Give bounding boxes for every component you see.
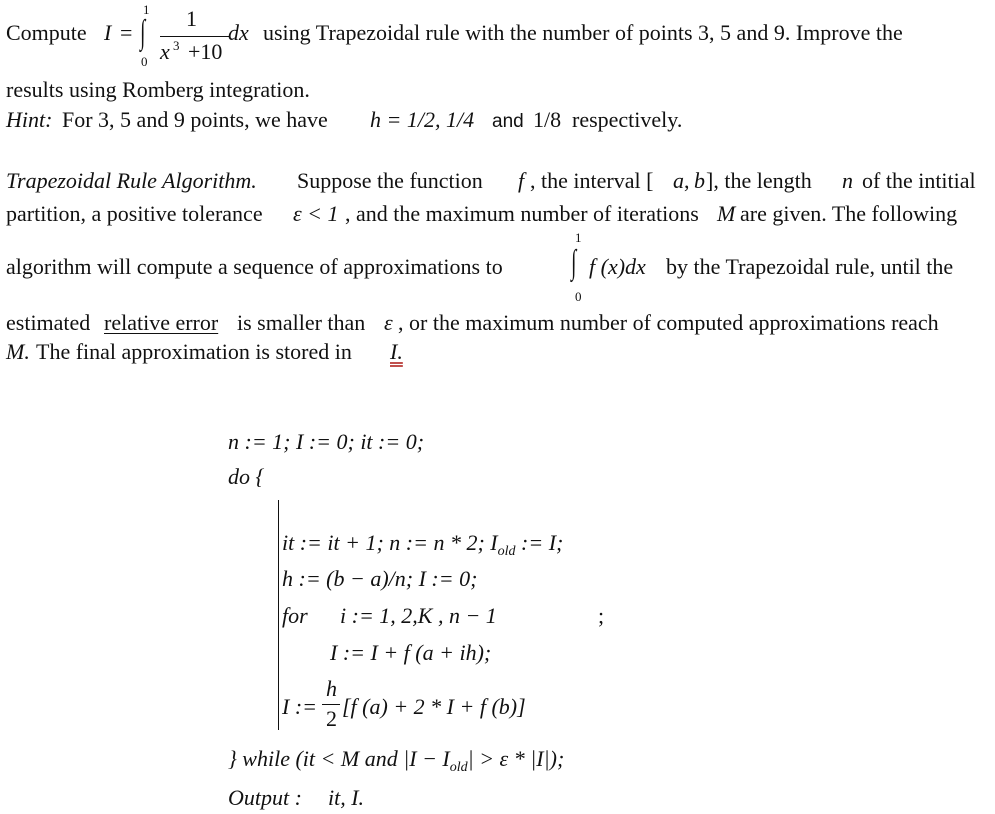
desc-l1-comma: , <box>684 168 690 193</box>
code-final-numerator: h <box>326 676 337 701</box>
integral-lower-limit: 0 <box>141 54 148 69</box>
var-I: I <box>104 20 112 45</box>
desc-integrand: f (x)dx <box>589 254 646 279</box>
code-line1-sub: old <box>497 544 516 559</box>
desc-l2b: , and the maximum number of iterations <box>345 201 699 226</box>
code-init: n := 1; I := 0; it := 0; <box>228 429 425 454</box>
code-final-denominator: 2 <box>326 706 337 731</box>
desc-l3b: by the Trapezoidal rule, until the <box>666 254 954 279</box>
desc-l5-I: I. <box>390 339 403 364</box>
hint-label: Hint: <box>6 107 53 132</box>
code-while <box>228 746 564 776</box>
desc-l1-b: b <box>694 168 705 193</box>
fraction-denominator-rest: +10 <box>188 39 223 64</box>
code-for-semicolon: ; <box>598 603 605 628</box>
desc-l1d: of the intitial <box>862 168 976 193</box>
code-final-I: I := <box>282 694 317 719</box>
desc-l2-M: M <box>717 201 736 226</box>
relative-error-link[interactable]: relative error <box>104 310 219 335</box>
code-line1-main: it := it + 1; n := n * 2; I <box>282 530 498 555</box>
hint-end: respectively. <box>572 107 683 132</box>
code-do: do { <box>228 464 265 489</box>
problem-line2-text: results using Romberg integration. <box>6 77 310 102</box>
desc-l4-eps: ε <box>384 310 393 335</box>
code-line1 <box>282 530 563 560</box>
fraction-denominator-x: x <box>160 39 170 64</box>
desc-integral-upper: 1 <box>575 230 582 245</box>
fraction-numerator: 1 <box>186 6 197 31</box>
compute-label: Compute <box>6 20 87 45</box>
desc-l1-a: a <box>673 168 684 193</box>
problem-line1-text: using Trapezoidal rule with the number of points 3, 5 and 9. Improve the <box>263 20 903 45</box>
desc-integral-lower: 0 <box>575 289 582 304</box>
code-final-expression: [f (a) + 2 * I + f (b)] <box>342 694 526 719</box>
code-while-b: (it < M and |I − I <box>295 746 450 771</box>
hint-text: For 3, 5 and 9 points, we have <box>62 107 328 132</box>
desc-l5a: The final approximation is stored in <box>36 339 352 364</box>
equals-sign: = <box>120 20 133 45</box>
dx-label: dx <box>228 20 249 45</box>
code-for-range: i := 1, 2,K , n − 1 <box>340 603 497 628</box>
desc-l1c: ], the length <box>706 168 812 193</box>
desc-l5-M: M. <box>6 339 30 364</box>
desc-l1-f: f <box>518 168 525 193</box>
desc-integral-sign: ∫ <box>571 244 577 281</box>
hint-h-values: h = 1/2, 1/4 <box>370 107 475 132</box>
code-final-fraction-bar <box>322 704 340 705</box>
desc-l1-n: n <box>842 168 853 193</box>
code-line1-end: := I; <box>521 530 564 555</box>
desc-l1b: , the interval [ <box>530 168 654 193</box>
integral-upper-limit: 1 <box>143 2 150 17</box>
desc-l1a: Suppose the function <box>297 168 483 193</box>
hint-and: and <box>492 111 524 132</box>
desc-l2-eps: ε < 1 <box>293 201 339 226</box>
code-for-keyword: for <box>282 603 308 628</box>
fraction-denominator-exponent: 3 <box>173 38 180 53</box>
desc-l4a: estimated <box>6 310 91 335</box>
desc-l4b: is smaller than <box>237 310 366 335</box>
code-loop-body: I := I + f (a + ih); <box>330 640 492 665</box>
desc-l2a: partition, a positive tolerance <box>6 201 263 226</box>
code-while-c: | > ε * |I|); <box>467 746 565 771</box>
code-block-left-bar <box>278 500 279 730</box>
desc-l2c: are given. The following <box>740 201 958 226</box>
algorithm-title: Trapezoidal Rule Algorithm. <box>6 168 257 193</box>
code-output-values: it, I. <box>328 785 365 810</box>
hint-h3: 1/8 <box>533 107 562 132</box>
fraction-bar <box>160 36 230 37</box>
desc-l3a: algorithm will compute a sequence of approximations to <box>6 254 503 279</box>
code-output-label: Output : <box>228 785 302 810</box>
desc-l4c: , or the maximum number of computed approximations reach <box>398 310 939 335</box>
code-while-a: } while <box>228 746 290 771</box>
code-while-sub: old <box>449 760 468 775</box>
integral-sign: ∫ <box>140 14 146 51</box>
code-line2: h := (b − a)/n; I := 0; <box>282 566 478 591</box>
